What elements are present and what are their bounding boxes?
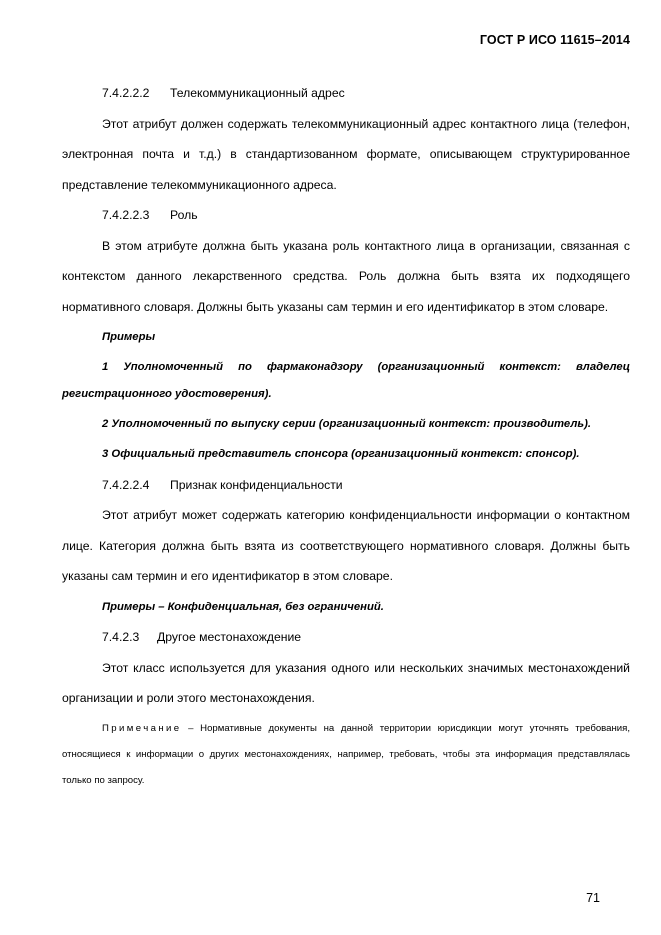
note (62, 716, 630, 794)
section-number: 7.4.2.2.3 (102, 208, 150, 222)
paragraph-confidentiality: Этот атрибут может содержать категорию конфиденциальности информации о контактном лице. Категория должна быть взята из соответствующего нормативного словаря. Должны быть указаны сам термин и его идентификатор в этом словаре. (62, 508, 630, 583)
section-heading-role (62, 200, 630, 231)
examples-title: Примеры (102, 331, 156, 343)
note-text: – Нормативные документы на данной территории юрисдикции могут уточнять требования, относящиеся к информации о других местонахождениях, например, требовать, чтобы эта информация представлялась только по запросу. (62, 722, 630, 786)
paragraph-role: В этом атрибуте должна быть указана роль контактного лица в организации, связанная с контекстом данного лекарственного средства. Роль должна быть взята их подходящего нормативного словаря. Должны быть указаны сам термин и его идентификатор в этом словаре. (62, 238, 630, 314)
confidentiality-example: Примеры – Конфиденциальная, без ограничений. (102, 600, 384, 613)
section-number: 7.4.2.2.2 (102, 86, 150, 100)
section-title: Роль (170, 208, 198, 222)
section-number: 7.4.2.2.4 (102, 477, 150, 492)
section-title: Признак конфиденциальности (170, 477, 343, 492)
example-item-3: 3 Официальный представитель спонсора (организационный контекст: спонсор). (102, 448, 580, 460)
section-heading-confidentiality (62, 470, 630, 501)
section-title: Телекоммуникационный адрес (170, 86, 345, 100)
paragraph-location: Этот класс используется для указания одного или нескольких значимых местонахождений организации и роли этого местонахождения. (62, 660, 630, 705)
section-title: Другое местонахождение (157, 630, 302, 644)
page-content (62, 78, 630, 803)
page-number: 71 (586, 891, 600, 905)
note-label: Примечание (102, 722, 182, 734)
section-number: 7.4.2.3 (102, 630, 140, 644)
section-heading-telecom (62, 78, 630, 109)
paragraph-telecom: Этот атрибут должен содержать телекоммуникационный адрес контактного лица (телефон, электронная почта и т.д.) в стандартизованном формате, описывающем структурированное представление телекоммуникационного адреса. (62, 116, 630, 192)
example-item-2: 2 Уполномоченный по выпуску серии (организационный контекст: производитель). (102, 418, 591, 430)
document-header: ГОСТ Р ИСО 11615–2014 (479, 33, 630, 47)
example-item-1: 1 Уполномоченный по фармаконадзору (организационный контекст: владелец регистрационного удостоверения). (62, 361, 630, 400)
section-heading-location (62, 622, 630, 653)
